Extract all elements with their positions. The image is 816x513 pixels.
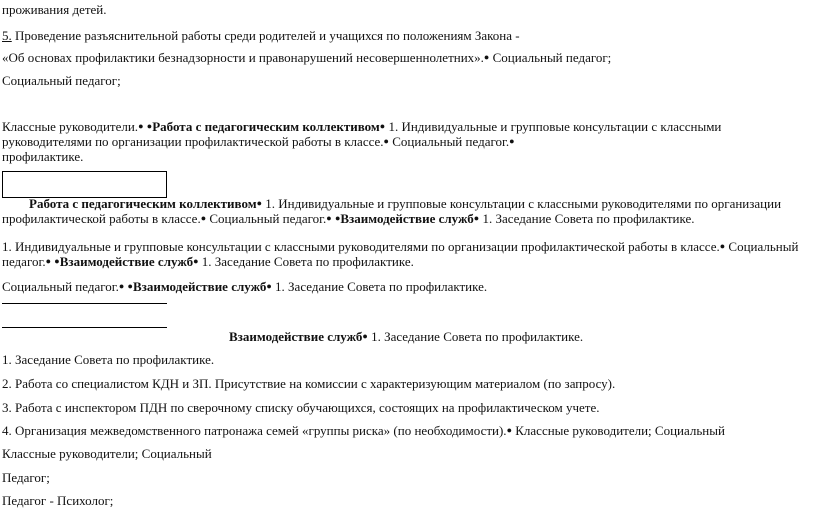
text-line [2,423,725,438]
text: Социальный педагог. [206,211,327,226]
text: 4. Организация межведомственного патронажа семей «группы риска» (по необходимости). [2,423,507,438]
bullet-icon: ● [483,52,490,62]
bullet-icon: ● [719,241,726,251]
text: Социальный педагог; [489,50,612,65]
section-heading: Работа с педагогическим коллективом [152,119,380,134]
text: Социальный педагог. [2,279,119,294]
section-heading: Работа с педагогическим коллективом [29,196,257,211]
text: 1. Заседание Совета по профилактике. [367,329,584,344]
text-line: 2. Работа со специалистом КДН и ЗП. Присутствие на комиссии с характеризующим материалом (по запросу). [2,376,616,391]
text: Классные руководители. [2,119,139,134]
section-heading: Взаимодействие служб [59,254,194,269]
text: «Об основах профилактики безнадзорности и правонарушений несовершеннолетних». [2,50,484,65]
text: профилактике. [2,149,84,164]
text: 1. Индивидуальные и групповые консультации с классными руководителями по организации профилактической работы в классе. [2,239,720,254]
bullet-icon: ● [138,121,144,131]
bullet-icon: ● [127,281,133,291]
text: Классные руководители; Социальный [512,423,725,438]
bullet-icon: ● [362,331,368,341]
bullet-icon: ● [256,198,263,208]
bullet-icon: ● [200,213,207,223]
bullet-icon: ● [193,256,199,266]
empty-box [2,171,167,198]
paragraph [2,196,802,226]
text: Социальный педагог. [2,239,799,269]
text-line: Педагог - Психолог; [2,493,114,508]
bullet-icon: ● [45,256,52,266]
text: 1. Заседание Совета по профилактике. [198,254,414,269]
bullet-icon: ● [266,281,272,291]
bullet-icon: ● [379,121,386,131]
section-heading: Взаимодействие служб [132,279,267,294]
section-heading: Взаимодействие служб [229,329,363,344]
bullet-icon: ● [146,121,153,131]
bullet-icon: ● [326,213,332,223]
bullet-icon: ● [334,213,341,223]
bullet-icon: ● [383,136,389,146]
item-number: 5. [2,28,12,43]
divider [2,327,167,328]
text: 1. Индивидуальные и групповые консультации с классными руководителями по организации профилактической работы в классе. [2,196,782,226]
bullet-icon: ● [473,213,480,223]
text-line: 3. Работа с инспектором ПДН по сверочному списку обучающихся, состоящих на профилактическом учете. [2,400,600,415]
text: Проведение разъяснительной работы среди родителей и учащихся по положениям Закона - [11,28,520,43]
text-line [2,50,611,65]
bullet-icon: ● [509,136,515,146]
bullet-icon: ● [118,281,125,291]
text-line: проживания детей. [2,2,107,17]
bullet-icon: ● [54,256,60,266]
text-line [2,28,520,43]
text-line: Социальный педагог; [2,73,121,88]
text: 1. Заседание Совета по профилактике. [271,279,488,294]
text-line: 1. Заседание Совета по профилактике. [2,352,215,367]
text-line: Классные руководители; Социальный [2,446,212,461]
text: 1. Индивидуальные и групповые консультации с классными руководителями по организации профилактической работы в классе. [2,119,722,149]
text-line [2,279,487,294]
paragraph [2,119,802,164]
paragraph [2,239,802,269]
section-heading: Взаимодействие служб [340,211,474,226]
text: Социальный педагог. [388,134,510,149]
text-line: Педагог; [2,470,50,485]
bullet-icon: ● [506,425,512,435]
text: 1. Заседание Совета по профилактике. [479,211,695,226]
divider [2,303,167,304]
text-line [229,329,583,344]
